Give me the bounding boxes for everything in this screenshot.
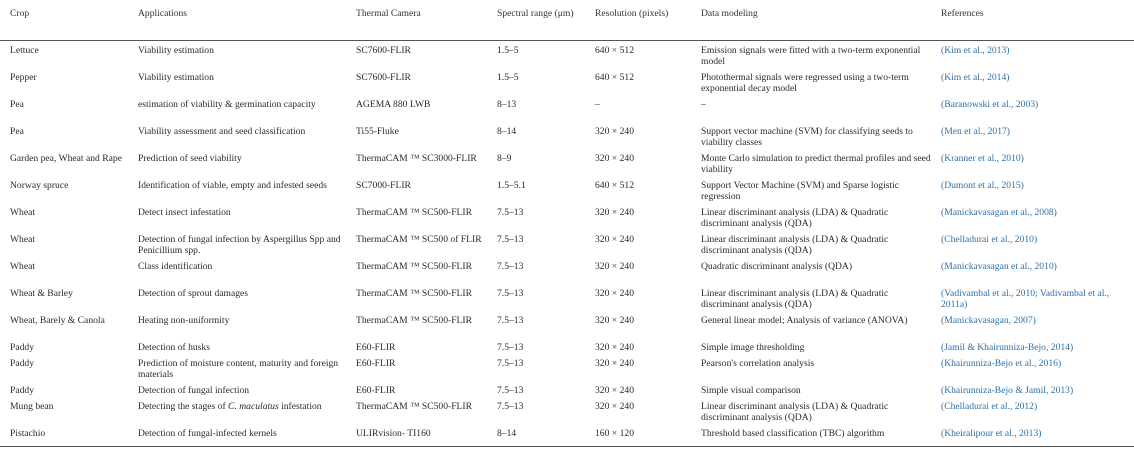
table-row (0, 257, 1134, 284)
cell-data-modeling: Quadratic discriminant analysis (QDA) (701, 260, 853, 272)
cell-resolution: 320 × 240 (595, 341, 634, 353)
reference-link[interactable]: (Manickavasagan et al., 2008) (941, 206, 1057, 218)
cell-crop: Wheat (10, 233, 36, 245)
reference-link[interactable]: (Kranner et al., 2010) (941, 152, 1024, 164)
cell-data-modeling: Linear discriminant analysis (LDA) & Quadratic discriminant analysis (QDA) (701, 400, 889, 423)
cell-camera: ULIRvision- TI160 (356, 427, 431, 439)
cell-data-modeling: – (701, 98, 706, 110)
header-thermal-camera: Thermal Camera (356, 8, 421, 19)
cell-resolution: – (595, 98, 600, 110)
cell-resolution: 320 × 240 (595, 384, 634, 396)
header-references: References (941, 8, 984, 19)
table-row (0, 95, 1134, 122)
reference-link[interactable]: (Manickavasagan et al., 2010) (941, 260, 1057, 272)
cell-spectral-range: 7.5–13 (497, 341, 524, 353)
cell-crop: Pea (10, 125, 24, 137)
cell-application: Detecting the stages of C. maculatus infestation (138, 400, 322, 412)
reference-link[interactable]: (Kim et al., 2013) (941, 44, 1010, 56)
cell-resolution: 160 × 120 (595, 427, 634, 439)
cell-crop: Norway spruce (10, 179, 69, 191)
cell-camera: ThermaCAM ™ SC500-FLIR (356, 206, 472, 218)
reference-link[interactable]: (Chelladurai et al., 2010) (941, 233, 1038, 245)
cell-resolution: 320 × 240 (595, 314, 634, 326)
cell-data-modeling: Threshold based classification (TBC) algorithm (701, 427, 885, 439)
cell-spectral-range: 7.5–13 (497, 357, 524, 369)
cell-application: Detection of husks (138, 341, 210, 353)
cell-camera: SC7600-FLIR (356, 71, 411, 83)
table-row (0, 311, 1134, 338)
cell-resolution: 320 × 240 (595, 206, 634, 218)
reference-link[interactable]: (Kheiralipour et al., 2013) (941, 427, 1042, 439)
reference-link[interactable]: (Khairunniza-Bejo et al., 2016) (941, 357, 1062, 369)
header-resolution: Resolution (pixels) (595, 8, 669, 19)
cell-application: Prediction of moisture content, maturity and foreign materials (138, 357, 339, 380)
cell-crop: Wheat (10, 206, 36, 218)
cell-camera: E60-FLIR (356, 341, 396, 353)
reference-link[interactable]: (Jamil & Khairunniza-Bejo, 2014) (941, 341, 1074, 353)
cell-application: Detect insect infestation (138, 206, 231, 218)
cell-camera: E60-FLIR (356, 357, 396, 369)
cell-camera: SC7000-FLIR (356, 179, 411, 191)
reference-link[interactable]: (Men et al., 2017) (941, 125, 1011, 137)
cell-spectral-range: 7.5–13 (497, 206, 524, 218)
cell-crop: Pea (10, 98, 24, 110)
cell-application: Class identification (138, 260, 213, 272)
cell-data-modeling: Linear discriminant analysis (LDA) & Quadratic discriminant analysis (QDA) (701, 287, 889, 310)
thermal-imaging-table (0, 6, 1134, 447)
cell-application: Prediction of seed viability (138, 152, 242, 164)
table-row (0, 40, 1134, 68)
table-row (0, 354, 1134, 381)
reference-link[interactable]: (Dumont et al., 2015) (941, 179, 1024, 191)
cell-spectral-range: 7.5–13 (497, 314, 524, 326)
cell-crop: Wheat, Barely & Canola (10, 314, 105, 326)
cell-crop: Lettuce (10, 44, 39, 56)
cell-data-modeling: Linear discriminant analysis (LDA) & Quadratic discriminant analysis (QDA) (701, 233, 889, 256)
cell-application: Viability estimation (138, 71, 214, 83)
cell-camera: ThermaCAM ™ SC500-FLIR (356, 314, 472, 326)
table-row (0, 424, 1134, 447)
header-crop: Crop (10, 8, 30, 19)
cell-resolution: 640 × 512 (595, 179, 634, 191)
cell-data-modeling: Simple image thresholding (701, 341, 805, 353)
cell-resolution: 320 × 240 (595, 357, 634, 369)
cell-camera: SC7600-FLIR (356, 44, 411, 56)
table-row (0, 68, 1134, 95)
header-spectral-range: Spectral range (μm) (497, 8, 574, 19)
reference-link[interactable]: (Baranowski et al., 2003) (941, 98, 1039, 110)
cell-spectral-range: 1.5–5.1 (497, 179, 526, 191)
cell-application: estimation of viability & germination capacity (138, 98, 316, 110)
table-row (0, 203, 1134, 230)
cell-data-modeling: Emission signals were fitted with a two-term exponential model (701, 44, 921, 67)
cell-data-modeling: Support vector machine (SVM) for classifying seeds to viability classes (701, 125, 913, 148)
cell-resolution: 320 × 240 (595, 233, 634, 245)
cell-crop: Wheat & Barley (10, 287, 73, 299)
cell-crop: Paddy (10, 357, 34, 369)
reference-link[interactable]: (Chelladurai et al., 2012) (941, 400, 1038, 412)
cell-spectral-range: 1.5–5 (497, 71, 519, 83)
cell-camera: Ti55-Fluke (356, 125, 399, 137)
cell-resolution: 640 × 512 (595, 44, 634, 56)
cell-resolution: 320 × 240 (595, 125, 634, 137)
cell-spectral-range: 7.5–13 (497, 384, 524, 396)
cell-application: Heating non-uniformity (138, 314, 230, 326)
cell-crop: Mung bean (10, 400, 54, 412)
table-row (0, 338, 1134, 354)
cell-camera: ThermaCAM ™ SC500-FLIR (356, 400, 472, 412)
cell-spectral-range: 7.5–13 (497, 287, 524, 299)
cell-application: Identification of viable, empty and infested seeds (138, 179, 327, 191)
table-row (0, 122, 1134, 149)
reference-link[interactable]: (Vadivambal et al., 2010; Vadivambal et al., 2011a) (941, 287, 1110, 310)
header-data-modeling: Data modeling (701, 8, 758, 19)
reference-link[interactable]: (Kim et al., 2014) (941, 71, 1010, 83)
cell-camera: ThermaCAM ™ SC3000-FLIR (356, 152, 477, 164)
cell-camera: ThermaCAM ™ SC500-FLIR (356, 287, 472, 299)
cell-data-modeling: Monte Carlo simulation to predict thermal profiles and seed viability (701, 152, 931, 175)
cell-spectral-range: 1.5–5 (497, 44, 519, 56)
cell-spectral-range: 8–14 (497, 125, 517, 137)
table-row (0, 149, 1134, 176)
cell-data-modeling: General linear model; Analysis of variance (ANOVA) (701, 314, 908, 326)
cell-application: Detection of fungal infection (138, 384, 250, 396)
cell-crop: Paddy (10, 384, 34, 396)
cell-data-modeling: Linear discriminant analysis (LDA) & Quadratic discriminant analysis (QDA) (701, 206, 889, 229)
cell-spectral-range: 7.5–13 (497, 260, 524, 272)
cell-crop: Wheat (10, 260, 36, 272)
table-row (0, 176, 1134, 203)
cell-resolution: 320 × 240 (595, 287, 634, 299)
species-name: C. maculatus (228, 400, 279, 412)
cell-crop: Pistachio (10, 427, 46, 439)
cell-camera: ThermaCAM ™ SC500 of FLIR (356, 233, 482, 245)
cell-application: Detection of fungal infection by Aspergillus Spp and Penicillium spp. (138, 233, 341, 256)
table-row (0, 284, 1134, 311)
table-row (0, 397, 1134, 424)
cell-application: Detection of sprout damages (138, 287, 249, 299)
table-row (0, 381, 1134, 397)
cell-data-modeling: Pearson's correlation analysis (701, 357, 815, 369)
cell-spectral-range: 7.5–13 (497, 400, 524, 412)
cell-resolution: 320 × 240 (595, 260, 634, 272)
cell-crop: Paddy (10, 341, 34, 353)
header-row (0, 6, 1134, 40)
cell-camera: E60-FLIR (356, 384, 396, 396)
reference-link[interactable]: (Manickavasagan, 2007) (941, 314, 1036, 326)
cell-application: Detection of fungal-infected kernels (138, 427, 277, 439)
cell-spectral-range: 8–14 (497, 427, 517, 439)
cell-application: Viability assessment and seed classification (138, 125, 306, 137)
cell-spectral-range: 8–9 (497, 152, 512, 164)
cell-crop: Garden pea, Wheat and Rape (10, 152, 122, 164)
cell-camera: AGEMA 880 LWB (356, 98, 431, 110)
cell-spectral-range: 8–13 (497, 98, 517, 110)
cell-crop: Pepper (10, 71, 37, 83)
header-applications: Applications (138, 8, 188, 19)
cell-data-modeling: Support Vector Machine (SVM) and Sparse logistic regression (701, 179, 900, 202)
cell-resolution: 320 × 240 (595, 152, 634, 164)
cell-camera: ThermaCAM ™ SC500-FLIR (356, 260, 472, 272)
cell-data-modeling: Photothermal signals were regressed using a two-term exponential decay model (701, 71, 909, 94)
cell-resolution: 640 × 512 (595, 71, 634, 83)
cell-spectral-range: 7.5–13 (497, 233, 524, 245)
cell-resolution: 320 × 240 (595, 400, 634, 412)
cell-application: Viability estimation (138, 44, 214, 56)
reference-link[interactable]: (Khairunniza-Bejo & Jamil, 2013) (941, 384, 1074, 396)
cell-data-modeling: Simple visual comparison (701, 384, 801, 396)
table-row (0, 230, 1134, 257)
